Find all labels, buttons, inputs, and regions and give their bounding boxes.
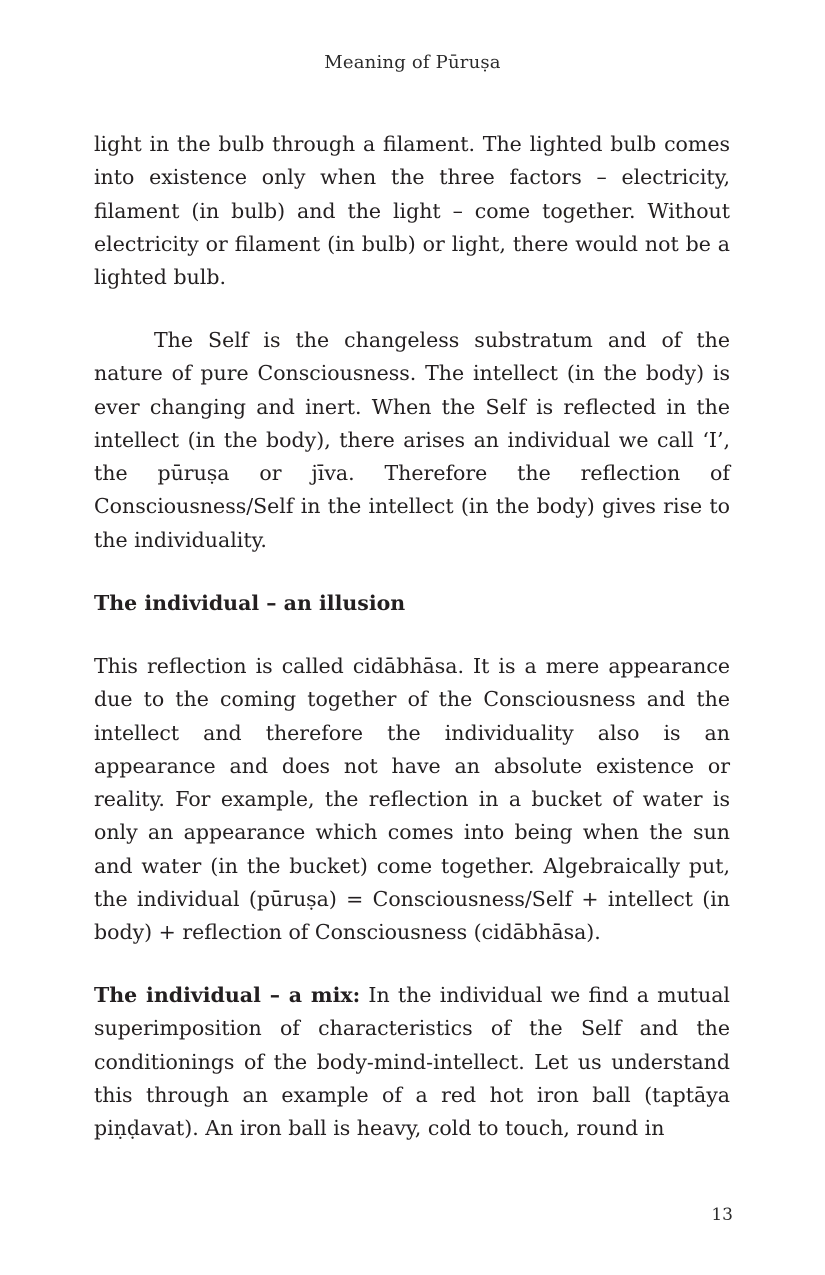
- run-in-heading-mix: The individual – a mix:: [94, 983, 361, 1007]
- paragraph-mix-body: In the individual we find a mutual superimposition of characteristics of the Self and the conditionings of the body-mind-intellect. Let us understand this through an example of a red hot iron ball (taptāya piṇḍavat). An iron ball is heavy, cold to touch, round in: [94, 983, 730, 1141]
- paragraph-self-reflection: The Self is the changeless substratum and of the nature of pure Consciousness. The intellect (in the body) is ever changing and inert. When the Self is reflected in the intellect (in the body), there arises an individual we call ‘I’, the pūruṣa or jīva. Therefore the reflection of Consciousness/Self in the intellect (in the body) gives rise to the individuality.: [94, 328, 730, 552]
- paragraph-bulb-example: light in the bulb through a filament. The lighted bulb comes into existence only when the three factors – electricity, filament (in bulb) and the light – come together. Without electricity or filament (in bulb) or light, there would not be a lighted bulb.: [94, 132, 730, 290]
- running-head: Meaning of Pūruṣa: [324, 52, 501, 73]
- paragraph-individual-mix: [94, 979, 730, 1145]
- section-heading-illusion: The individual – an illusion: [94, 591, 406, 615]
- paragraph-cidabhasa: This reflection is called cidābhāsa. It is a mere appearance due to the coming together of the Consciousness and the intellect and therefore the individuality also is an appearance and does not have an absolute existence or reality. For example, the reflection in a bucket of water is only an appearance which comes into being when the sun and water (in the bucket) come together. Algebraically put, the individual (pūruṣa) = Consciousness/Self + intellect (in body) + reflection of Consciousness (cidābhāsa).: [94, 654, 730, 945]
- page-number: 13: [711, 1205, 733, 1225]
